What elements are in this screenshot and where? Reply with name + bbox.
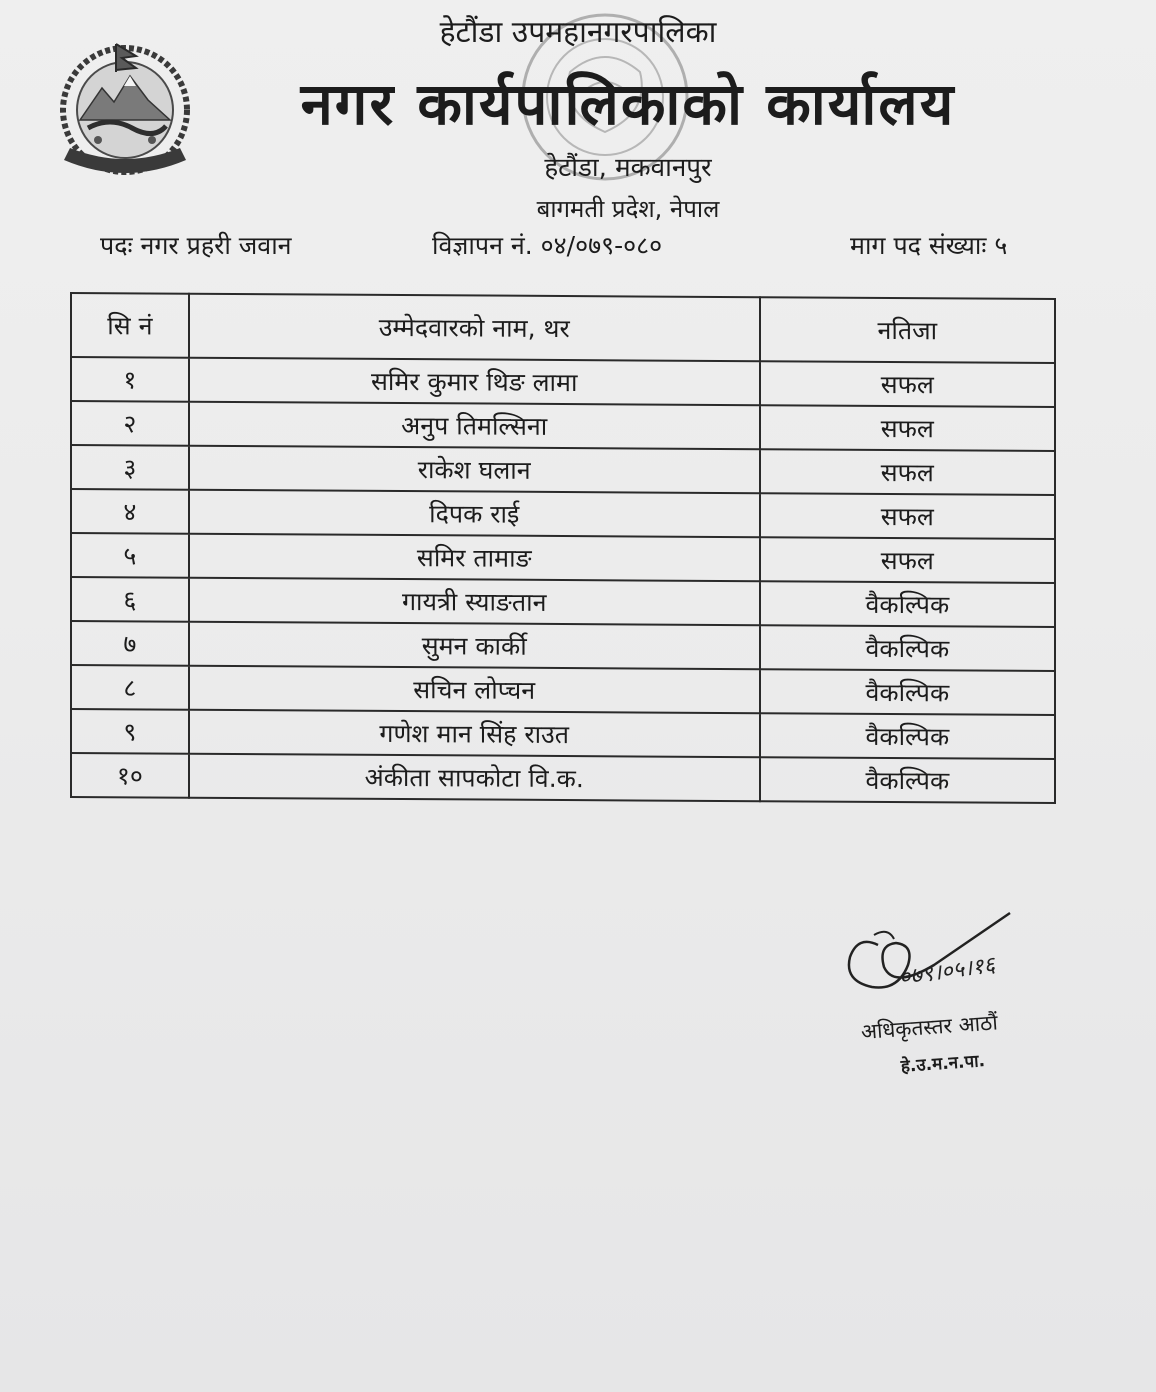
result-cell: वैकल्पिक	[760, 713, 1055, 759]
serial-cell: २	[71, 401, 189, 446]
serial-cell: १	[71, 357, 189, 402]
signatory-title: अधिकृतस्तर आठौं	[860, 1010, 999, 1044]
header-result: नतिजा	[760, 297, 1055, 363]
serial-cell: ४	[71, 489, 189, 534]
signatory-office: हे.उ.म.न.पा.	[900, 1051, 986, 1077]
result-cell: वैकल्पिक	[760, 625, 1055, 671]
result-cell: सफल	[760, 361, 1055, 407]
candidate-name-cell: राकेश घलान	[189, 446, 760, 493]
serial-cell: ८	[71, 665, 189, 710]
table-row	[71, 533, 1055, 583]
signature-icon	[838, 905, 1048, 1005]
municipality-name: हेटौंडा उपमहानगरपालिका	[439, 15, 717, 50]
result-cell: वैकल्पिक	[760, 581, 1055, 627]
table-row	[71, 577, 1055, 627]
result-cell: सफल	[760, 449, 1055, 495]
position-count: माग पद संख्याः ५	[850, 231, 1008, 260]
table-row	[71, 357, 1055, 407]
candidate-name-cell: सचिन लोप्चन	[189, 666, 760, 713]
serial-cell: ७	[71, 621, 189, 666]
candidate-name-cell: दिपक राई	[189, 490, 760, 537]
signature-date: ०७९।०५।१६	[897, 952, 997, 991]
result-cell: सफल	[760, 405, 1055, 451]
result-cell: वैकल्पिक	[760, 669, 1055, 715]
serial-cell: ६	[71, 577, 189, 622]
office-title: नगर कार्यपालिकाको कार्यालय	[300, 70, 956, 138]
serial-cell: ३	[71, 445, 189, 490]
table-row	[71, 709, 1055, 759]
post-name: पदः नगर प्रहरी जवान	[100, 231, 292, 260]
office-address: हेटौंडा, मकवानपुर	[544, 153, 712, 183]
candidate-name-cell: अंकीता सापकोटा वि.क.	[189, 754, 760, 801]
candidate-name-cell: अनुप तिमल्सिना	[189, 402, 760, 449]
table-row	[71, 753, 1055, 803]
serial-cell: ५	[71, 533, 189, 578]
candidate-name-cell: गायत्री स्याङतान	[189, 578, 760, 625]
table-row	[71, 621, 1055, 671]
notice-number: विज्ञापन नं. ०४/०७९-०८०	[432, 231, 663, 260]
candidate-name-cell: सुमन कार्की	[189, 622, 760, 669]
candidate-name-cell: समिर तामाङ	[189, 534, 760, 581]
table-row	[71, 665, 1055, 715]
serial-cell: १०	[71, 753, 189, 798]
results-table	[70, 292, 1056, 804]
result-cell: सफल	[760, 537, 1055, 583]
serial-cell: ९	[71, 709, 189, 754]
table-row	[71, 445, 1055, 495]
candidate-name-cell: समिर कुमार थिङ लामा	[189, 358, 760, 405]
table-row	[71, 401, 1055, 451]
header-candidate-name: उम्मेदवारको नाम, थर	[189, 294, 760, 361]
province-country: बागमती प्रदेश, नेपाल	[536, 195, 720, 223]
candidate-name-cell: गणेश मान सिंह राउत	[189, 710, 760, 757]
result-cell: सफल	[760, 493, 1055, 539]
header-serial: सि नं	[71, 293, 189, 358]
result-cell: वैकल्पिक	[760, 757, 1055, 803]
table-row	[71, 489, 1055, 539]
table-header-row	[71, 293, 1055, 363]
